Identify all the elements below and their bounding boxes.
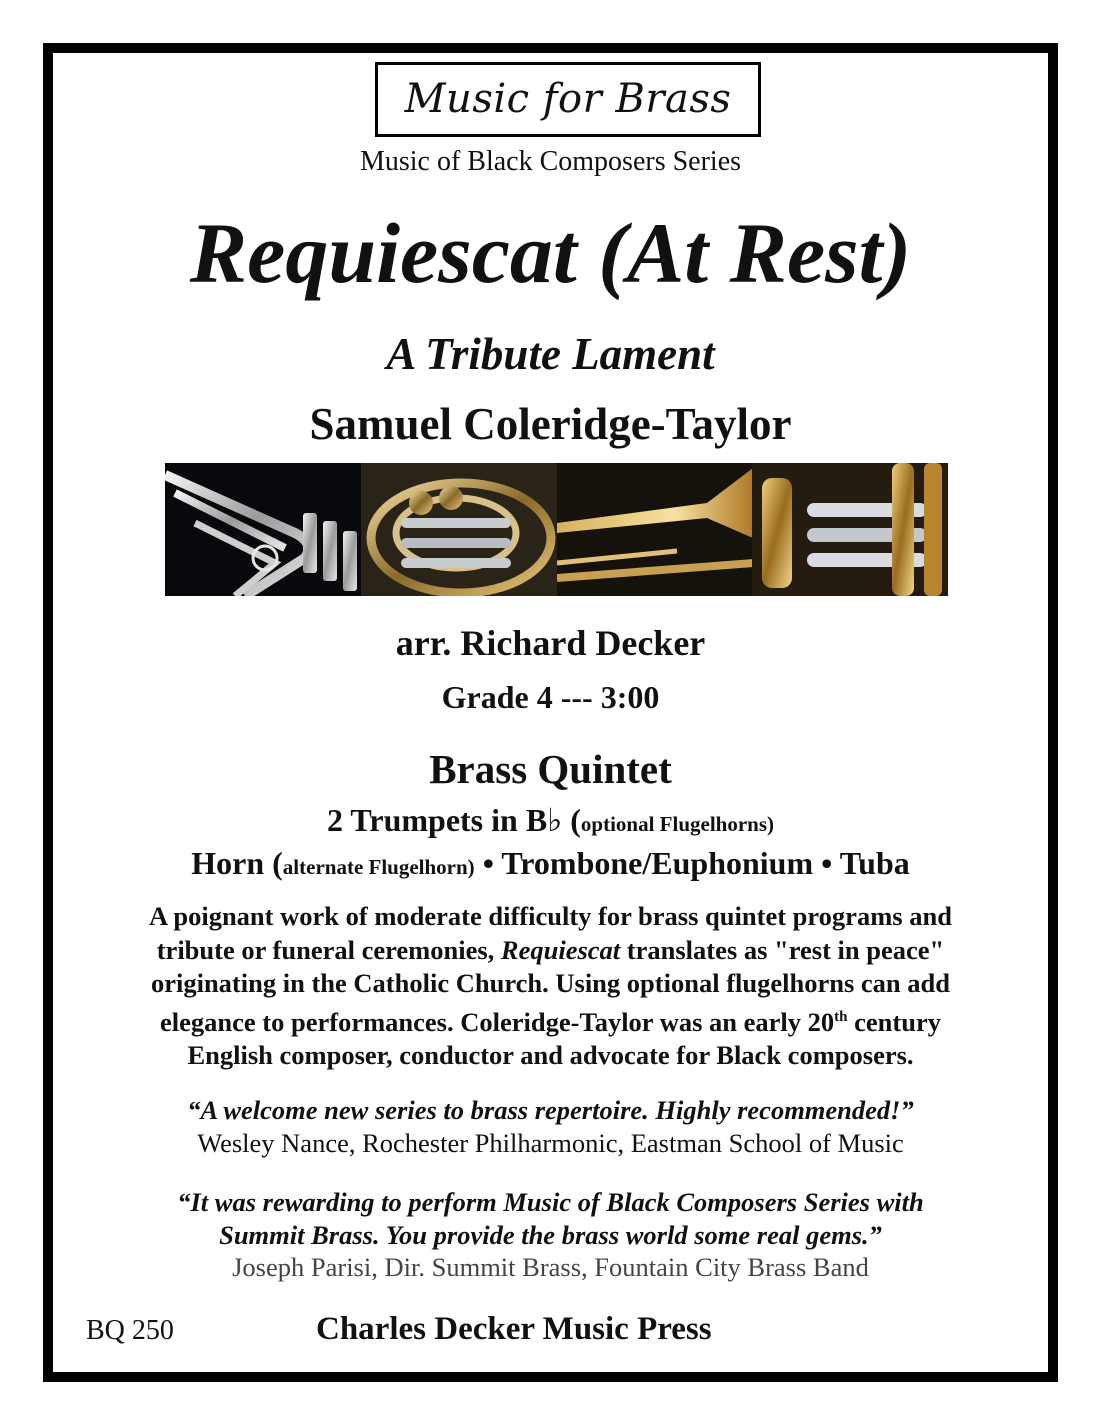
instrumentation-line-1 bbox=[0, 801, 1101, 839]
testimonial-quote: “A welcome new series to brass repertoire. Highly recommended!” bbox=[187, 1095, 914, 1125]
trumpet-photo bbox=[165, 463, 361, 596]
piece-name-italic: Requiescat bbox=[500, 934, 621, 965]
flugelhorn-note: optional Flugelhorns) bbox=[580, 812, 775, 836]
instrument-photo-strip bbox=[165, 463, 948, 596]
description-line: tribute or funeral ceremonies, Requiescat translates as "rest in peace" bbox=[156, 934, 945, 965]
testimonial-author: Wesley Nance, Rochester Philharmonic, Eastman School of Music bbox=[197, 1128, 904, 1158]
brand-logo-text: Music for Brass bbox=[404, 76, 732, 122]
description-line: originating in the Catholic Church. Using optional flugelhorns can add bbox=[150, 968, 951, 998]
description-line: A poignant work of moderate difficulty for brass quintet programs and bbox=[149, 901, 952, 931]
description bbox=[0, 900, 1101, 1072]
trombone-tuba-label: • Trombone/Euphonium • Tuba bbox=[474, 845, 910, 881]
description-line: English composer, conductor and advocate for Black composers. bbox=[187, 1039, 914, 1070]
ensemble-type: Brass Quintet bbox=[429, 746, 672, 792]
alternate-flugelhorn-note: alternate Flugelhorn) bbox=[282, 855, 475, 879]
instrumentation-line-2 bbox=[0, 845, 1101, 882]
testimonial-quote: “It was rewarding to perform Music of Black Composers Series with Summit Brass. You provide the brass world some real gems.” bbox=[177, 1187, 924, 1250]
grade-duration: Grade 4 --- 3:00 bbox=[441, 679, 660, 715]
horn-label: Horn ( bbox=[191, 845, 283, 881]
description-line: elegance to performances. Coleridge-Taylor was an early 20th century bbox=[160, 1006, 941, 1037]
arranger: arr. Richard Decker bbox=[395, 623, 706, 663]
trumpets-label: 2 Trumpets in B♭ ( bbox=[326, 802, 581, 838]
publisher-name: Charles Decker Music Press bbox=[316, 1311, 712, 1347]
catalog-code: BQ 250 bbox=[86, 1315, 174, 1346]
testimonial-author: Joseph Parisi, Dir. Summit Brass, Fountain City Brass Band bbox=[232, 1252, 869, 1282]
tuba-photo bbox=[752, 463, 948, 596]
piece-subtitle: A Tribute Lament bbox=[386, 329, 715, 379]
horn-photo bbox=[361, 463, 557, 596]
trombone-photo bbox=[557, 463, 753, 596]
composer-name: Samuel Coleridge-Taylor bbox=[309, 399, 792, 449]
series-name: Music of Black Composers Series bbox=[359, 146, 742, 177]
piece-title: Requiescat (At Rest) bbox=[189, 205, 912, 301]
brand-logo bbox=[375, 62, 761, 137]
